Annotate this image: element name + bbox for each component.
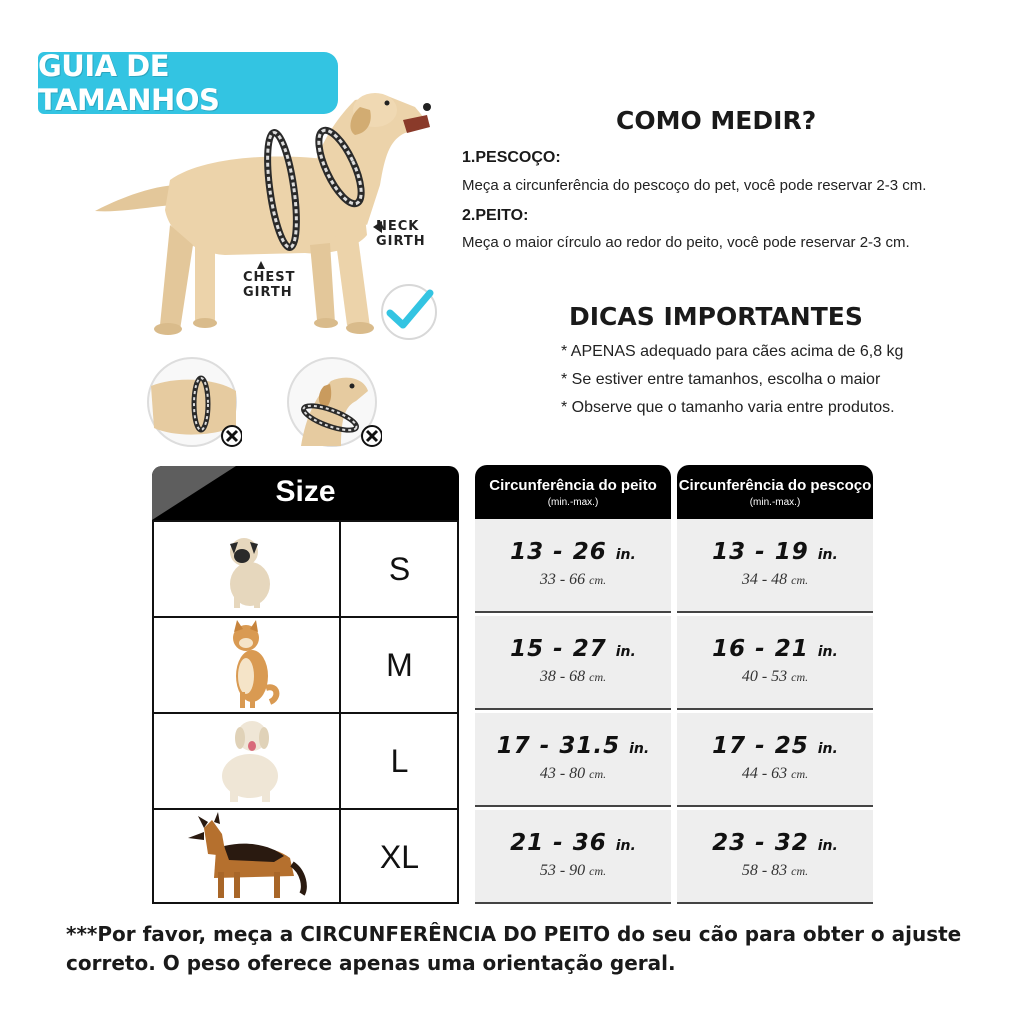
chest-cell-l <box>475 713 671 807</box>
size-table <box>152 520 459 904</box>
chest-cell-xl <box>475 810 671 904</box>
cm-unit: cm. <box>791 670 809 684</box>
chest-inch-value: 21 - 36 <box>510 830 607 856</box>
inch-unit: in. <box>817 838 838 854</box>
correct-check-icon <box>380 283 438 341</box>
neck-cm-value: 40 - 53 <box>741 668 788 685</box>
banner-title: GUIA DE TAMANHOS <box>38 49 220 117</box>
chest-cm-value: 33 - 66 <box>539 571 586 588</box>
neck-inch-value: 23 - 32 <box>712 830 809 856</box>
inch-unit: in. <box>817 644 838 660</box>
step-chest-text: Meça o maior círculo ao redor do peito, você pode reservar 2-3 cm. <box>462 234 910 251</box>
chest-inch-value: 17 - 31.5 <box>496 733 621 759</box>
inch-unit: in. <box>615 547 636 563</box>
tip-item: * Observe que o tamanho varia entre produtos. <box>561 399 895 416</box>
neck-cell-l <box>677 713 873 807</box>
neck-girth-label: NECK GIRTH <box>376 219 426 249</box>
chest-inch-value: 13 - 26 <box>510 539 607 565</box>
shiba-inu-icon <box>154 618 341 712</box>
inch-unit: in. <box>629 741 650 757</box>
how-to-measure-title: COMO MEDIR? <box>616 106 817 135</box>
table-row <box>154 810 457 906</box>
chest-inch-value: 15 - 27 <box>510 636 607 662</box>
chest-column-header <box>475 465 671 519</box>
step-chest-title: 2.PEITO: <box>462 207 529 224</box>
wrong-neck-fit-icon <box>286 356 382 452</box>
inch-unit: in. <box>615 644 636 660</box>
size-label-xl: XL <box>379 838 420 875</box>
neck-cell-xl <box>677 810 873 904</box>
cm-unit: cm. <box>589 864 607 878</box>
pug-icon <box>154 522 341 616</box>
neck-header-label: Circunferência do pescoço <box>678 477 872 494</box>
size-label-s: S <box>388 550 411 587</box>
table-row <box>154 714 457 810</box>
cm-unit: cm. <box>791 767 809 781</box>
tips-title: DICAS IMPORTANTES <box>569 302 863 331</box>
chest-header-note: (min.-max.) <box>547 497 599 508</box>
table-row <box>154 522 457 618</box>
neck-cell-m <box>677 616 873 710</box>
chest-header-label: Circunferência do peito <box>489 477 657 494</box>
cm-unit: cm. <box>791 864 809 878</box>
neck-column-header <box>677 465 873 519</box>
inch-unit: in. <box>615 838 636 854</box>
chest-cm-value: 53 - 90 <box>539 862 586 879</box>
neck-cm-value: 34 - 48 <box>741 571 788 588</box>
cm-unit: cm. <box>589 573 607 587</box>
tip-item: * APENAS adequado para cães acima de 6,8 kg <box>561 343 904 360</box>
table-row <box>154 618 457 714</box>
german-shepherd-icon <box>154 810 341 904</box>
chest-girth-label: CHEST GIRTH <box>243 270 296 300</box>
size-column-header <box>152 466 459 520</box>
neck-inch-value: 17 - 25 <box>712 733 809 759</box>
chest-cell-m <box>475 616 671 710</box>
labrador-icon <box>154 714 341 808</box>
neck-cell-s <box>677 519 873 613</box>
size-label-m: M <box>386 646 413 683</box>
neck-values-column <box>677 519 873 904</box>
neck-cm-value: 58 - 83 <box>741 862 788 879</box>
chest-cm-value: 43 - 80 <box>539 765 586 782</box>
wrong-chest-fit-icon <box>146 356 242 452</box>
cm-unit: cm. <box>791 573 809 587</box>
footer-note: ***Por favor, meça a CIRCUNFERÊNCIA DO PEITO do seu cão para obter o ajuste correto. O peso oferece apenas uma orientação geral. <box>66 922 962 975</box>
step-neck-title: 1.PESCOÇO: <box>462 149 561 166</box>
chest-cm-value: 38 - 68 <box>539 668 586 685</box>
neck-header-note: (min.-max.) <box>749 497 801 508</box>
neck-inch-value: 13 - 19 <box>712 539 809 565</box>
tip-item: * Se estiver entre tamanhos, escolha o maior <box>561 371 881 388</box>
neck-cm-value: 44 - 63 <box>741 765 788 782</box>
cm-unit: cm. <box>589 767 607 781</box>
cm-unit: cm. <box>589 670 607 684</box>
chest-cell-s <box>475 519 671 613</box>
inch-unit: in. <box>817 547 838 563</box>
size-label-l: L <box>390 742 409 779</box>
neck-inch-value: 16 - 21 <box>712 636 809 662</box>
chest-values-column <box>475 519 671 904</box>
inch-unit: in. <box>817 741 838 757</box>
step-neck-text: Meça a circunferência do pescoço do pet, você pode reservar 2-3 cm. <box>462 177 927 194</box>
size-header-label: Size <box>275 475 336 508</box>
